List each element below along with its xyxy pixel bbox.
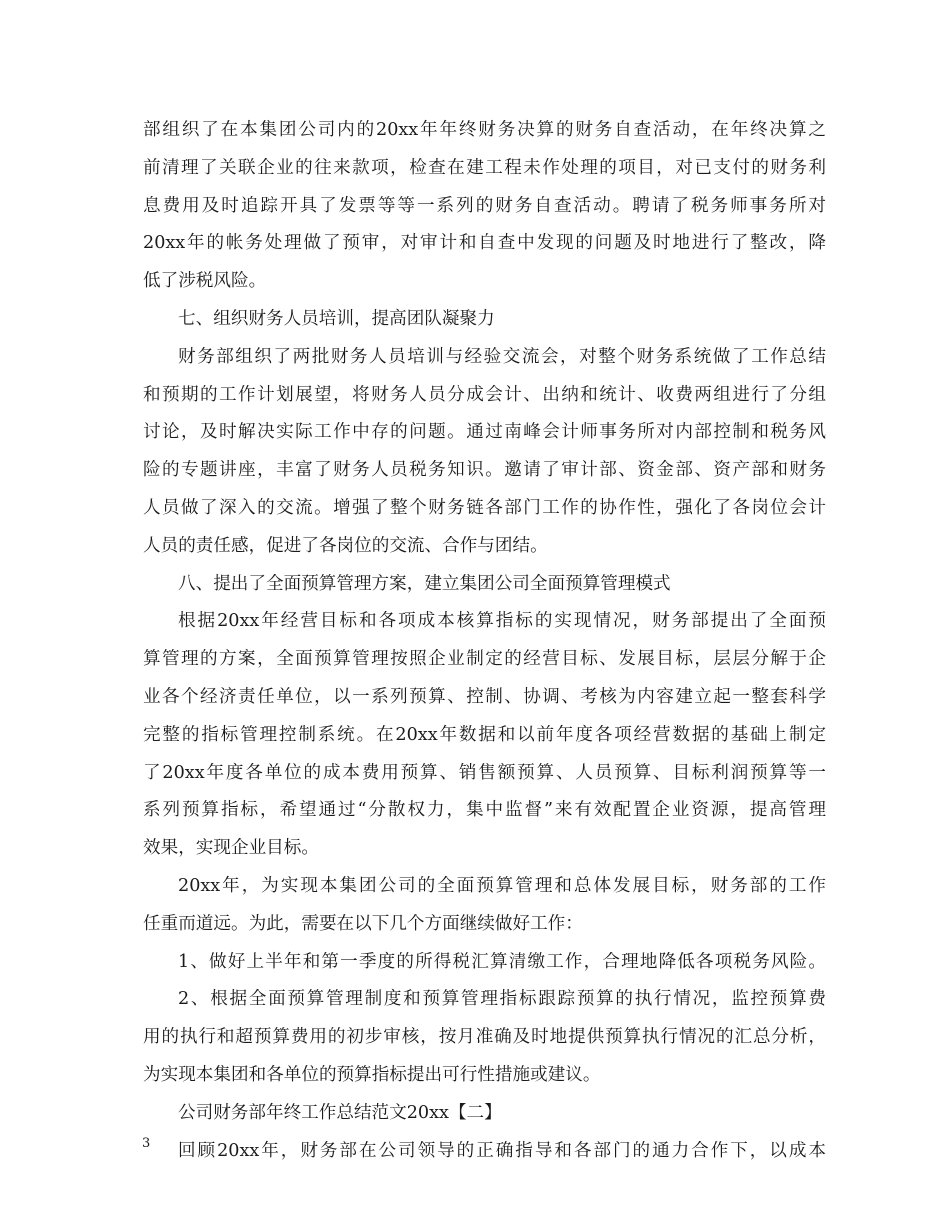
body-line: 用的执行和超预算费用的初步审核，按月准确及时地提供预算执行情况的汇总分析，	[143, 1027, 826, 1048]
body-line: 算管理的方案，全面预算管理按照企业制定的经营目标、发展目标，层层分解于企	[143, 649, 826, 670]
body-line: 了20xx年度各单位的成本费用预算、销售额预算、人员预算、目标利润预算等一	[143, 762, 826, 783]
body-line: 险的专题讲座，丰富了财务人员税务知识。邀请了审计部、资金部、资产部和财务	[143, 460, 826, 481]
body-line: 人员的责任感，促进了各岗位的交流、合作与团结。	[143, 535, 548, 556]
body-line: 任重而道远。为此，需要在以下几个方面继续做好工作：	[143, 913, 583, 934]
body-line: 财务部组织了两批财务人员培训与经验交流会，对整个财务系统做了工作总结	[178, 346, 826, 367]
list-item: 1、做好上半年和第一季度的所得税汇算清缴工作，合理地降低各项税务风险。	[178, 951, 826, 972]
section-heading: 公司财务部年终工作总结范文20xx【二】	[178, 1102, 502, 1123]
section-heading: 七、组织财务人员培训，提高团队凝聚力	[178, 308, 495, 329]
document-page	[143, 112, 826, 1170]
body-line: 部组织了在本集团公司内的20xx年年终财务决算的财务自查活动，在年终决算之	[143, 120, 826, 140]
body-line: 前清理了关联企业的往来款项，检查在建工程未作处理的项目，对已支付的财务利	[143, 157, 826, 178]
body-line: 讨论，及时解决实际工作中存的问题。通过南峰会计师事务所对内部控制和税务风	[143, 422, 826, 443]
body-line: 20xx年，为实现本集团公司的全面预算管理和总体发展目标，财务部的工作	[178, 875, 826, 896]
body-line: 系列预算指标，希望通过“分散权力，集中监督”来有效配置企业资源，提高管理	[143, 800, 826, 821]
body-line: 和预期的工作计划展望，将财务人员分成会计、出纳和统计、收费两组进行了分组	[143, 384, 826, 405]
body-line: 息费用及时追踪开具了发票等等一系列的财务自查活动。聘请了税务师事务所对	[143, 195, 826, 216]
section-heading: 八、提出了全面预算管理方案，建立集团公司全面预算管理模式	[178, 573, 671, 594]
body-line: 人员做了深入的交流。增强了整个财务链各部门工作的协作性，强化了各岗位会计	[143, 497, 826, 518]
body-line: 根据20xx年经营目标和各项成本核算指标的实现情况，财务部提出了全面预	[178, 611, 826, 632]
body-line: 为实现本集团和各单位的预算指标提出可行性措施或建议。	[143, 1064, 601, 1085]
body-line: 回顾20xx年，财务部在公司领导的正确指导和各部门的通力合作下，以成本	[178, 1140, 826, 1161]
body-line: 效果，实现企业目标。	[143, 838, 319, 859]
body-line: 完整的指标管理控制系统。在20xx年数据和以前年度各项经营数据的基础上制定	[143, 724, 826, 745]
body-line: 业各个经济责任单位，以一系列预算、控制、协调、考核为内容建立起一整套科学	[143, 686, 826, 707]
list-item: 2、根据全面预算管理制度和预算管理指标跟踪预算的执行情况，监控预算费	[178, 989, 826, 1010]
body-line: 20xx年的帐务处理做了预审，对审计和自查中发现的问题及时地进行了整改，降	[143, 233, 826, 254]
body-line: 低了涉税风险。	[143, 271, 267, 292]
page-number: 3	[142, 1136, 151, 1151]
